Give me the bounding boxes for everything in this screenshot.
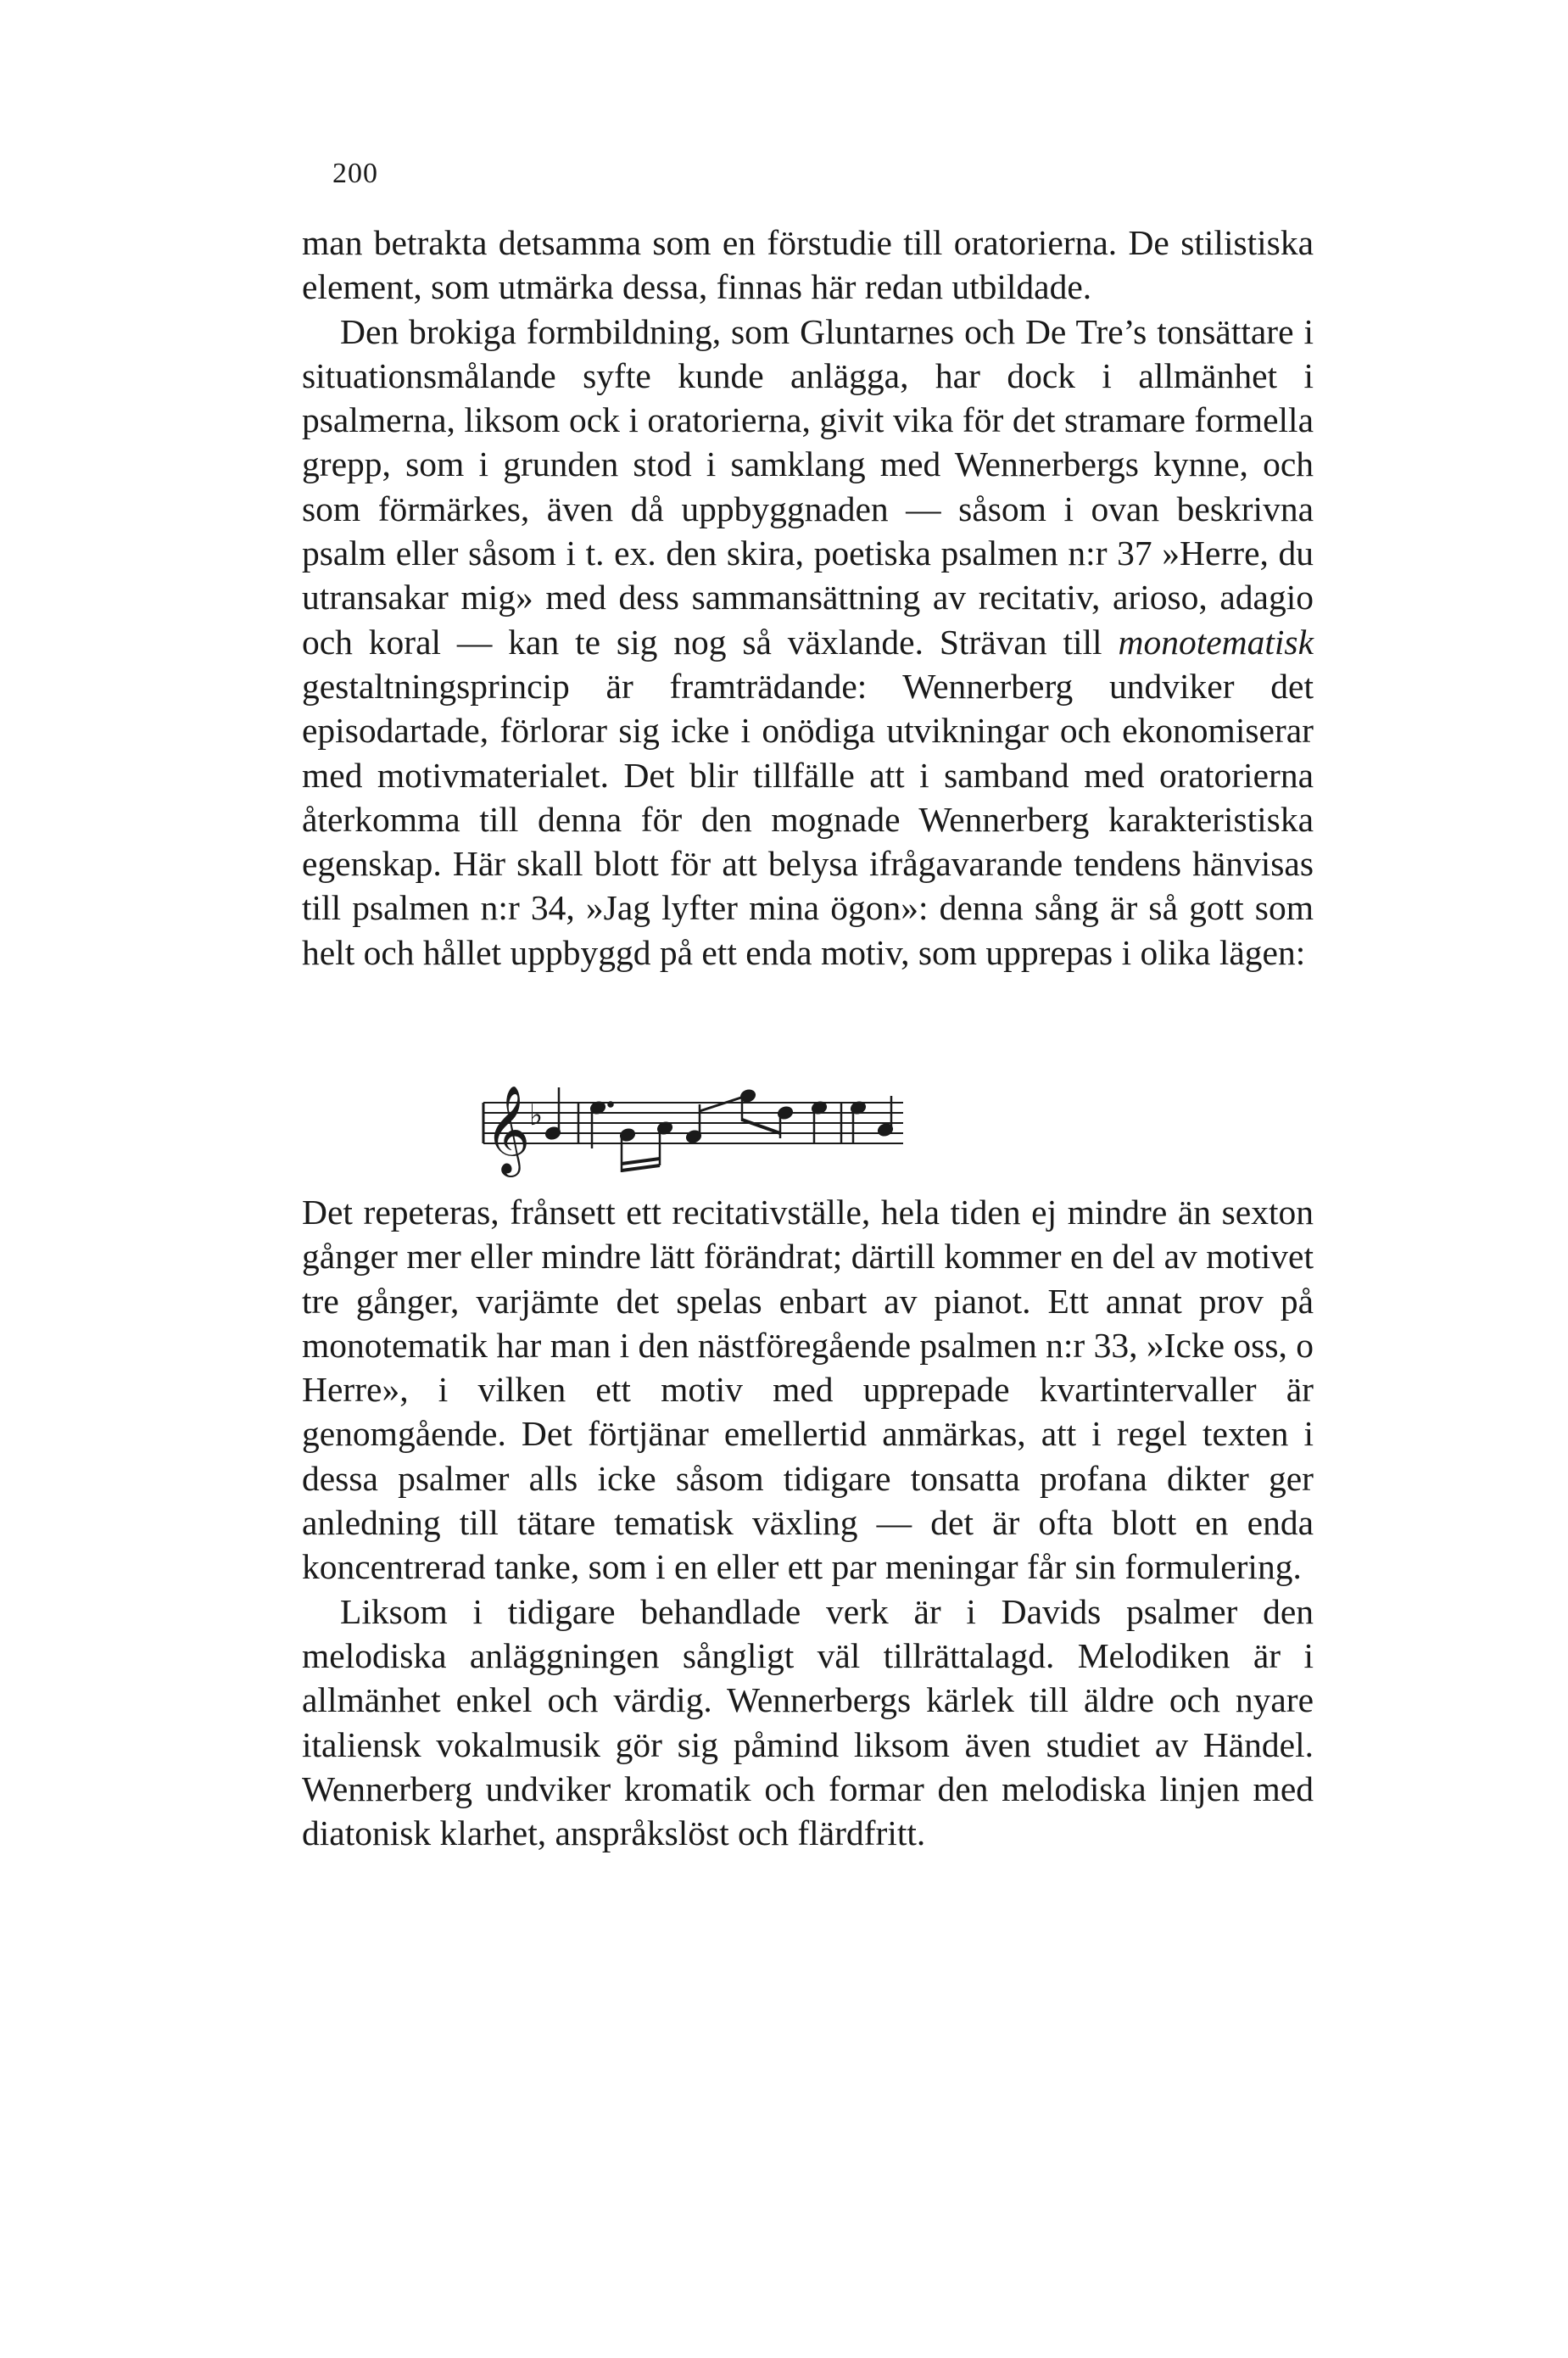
paragraph-2: [302, 310, 1314, 975]
page-number: 200: [332, 158, 378, 189]
text-block-upper: [302, 221, 1314, 975]
music-example: [475, 1070, 916, 1181]
paragraph-1: man betrakta detsamma som en förstudie till oratorierna. De stilistiska element, som utmärka dessa, finnas här redan utbildade.: [302, 223, 1314, 307]
note-dot: [609, 1103, 613, 1107]
paragraph-2-part-a: Den brokiga formbildning, som Gluntarnes och De Tre’s tonsättare i situationsmålande syfte kunde anlägga, har dock i allmänhet i psalmerna, liksom ock i oratorierna, givit vika för det stramare formella grepp, som i grunden stod i samklang med Wennerbergs kynne, och som förmärkes, även då uppbyggnaden — såsom i ovan beskrivna psalm eller såsom i t. ex. den skira, poetiska psalmen n:r 37 »Herre, du utransakar mig» med dess sammansättning av recitativ, arioso, adagio och koral — kan te sig nog så växlande. Strävan till: [302, 311, 1314, 662]
paragraph-3: Det repeteras, frånsett ett recitativställe, hela tiden ej mindre än sexton gånger mer eller mindre lätt förändrat; därtill kommer en del av motivet tre gånger, varjämte det spelas enbart av pianot. Ett annat prov på monotematik har man i den nästföregående psalmen n:r 33, »Icke oss, o Herre», i vilken ett motiv med upprepade kvartintervaller är genomgående. Det förtjänar emellertid anmärkas, att i regel texten i dessa psalmer alls icke såsom tidigare tonsatta profana dikter ger anledning till tätare tematisk växling — det är ofta blott en enda koncentrerad tanke, som i en eller ett par meningar får sin formulering.: [302, 1193, 1314, 1587]
emphasized-term: monotematisk: [1118, 622, 1314, 662]
paragraph-2-part-b: gestaltningsprincip är framträdande: Wennerberg undviker det episodartade, förlorar sig icke i onödiga utvikningar och ekonomiserar med motivmaterialet. Det blir tillfälle att i samband med oratorierna återkomma till denna för den mognade Wennerberg karakteristiska egenskap. Här skall blott för att belysa ifrågavarande tendens hänvisas till psalmen n:r 34, »Jag lyfter mina ögon»: denna sång är så gott som helt och hållet uppbyggd på ett enda motiv, som upprepas i olika lägen:: [302, 666, 1314, 972]
flat-sign-icon: ♭: [529, 1098, 544, 1132]
treble-clef-icon: 𝄞: [485, 1085, 531, 1174]
text-block-lower: [302, 1190, 1314, 1855]
paragraph-4: Liksom i tidigare behandlade verk är i Davids psalmer den melodiska anläggningen sångligt väl tillrättalagd. Melodiken är i allmänhet enkel och värdig. Wennerbergs kärlek till äldre och nyare italiensk vokalmusik gör sig påmind liksom även studiet av Händel. Wennerberg undviker kromatik och formar den melodiska linjen med diatonisk klarhet, anspråkslöst och flärdfritt.: [302, 1591, 1314, 1853]
